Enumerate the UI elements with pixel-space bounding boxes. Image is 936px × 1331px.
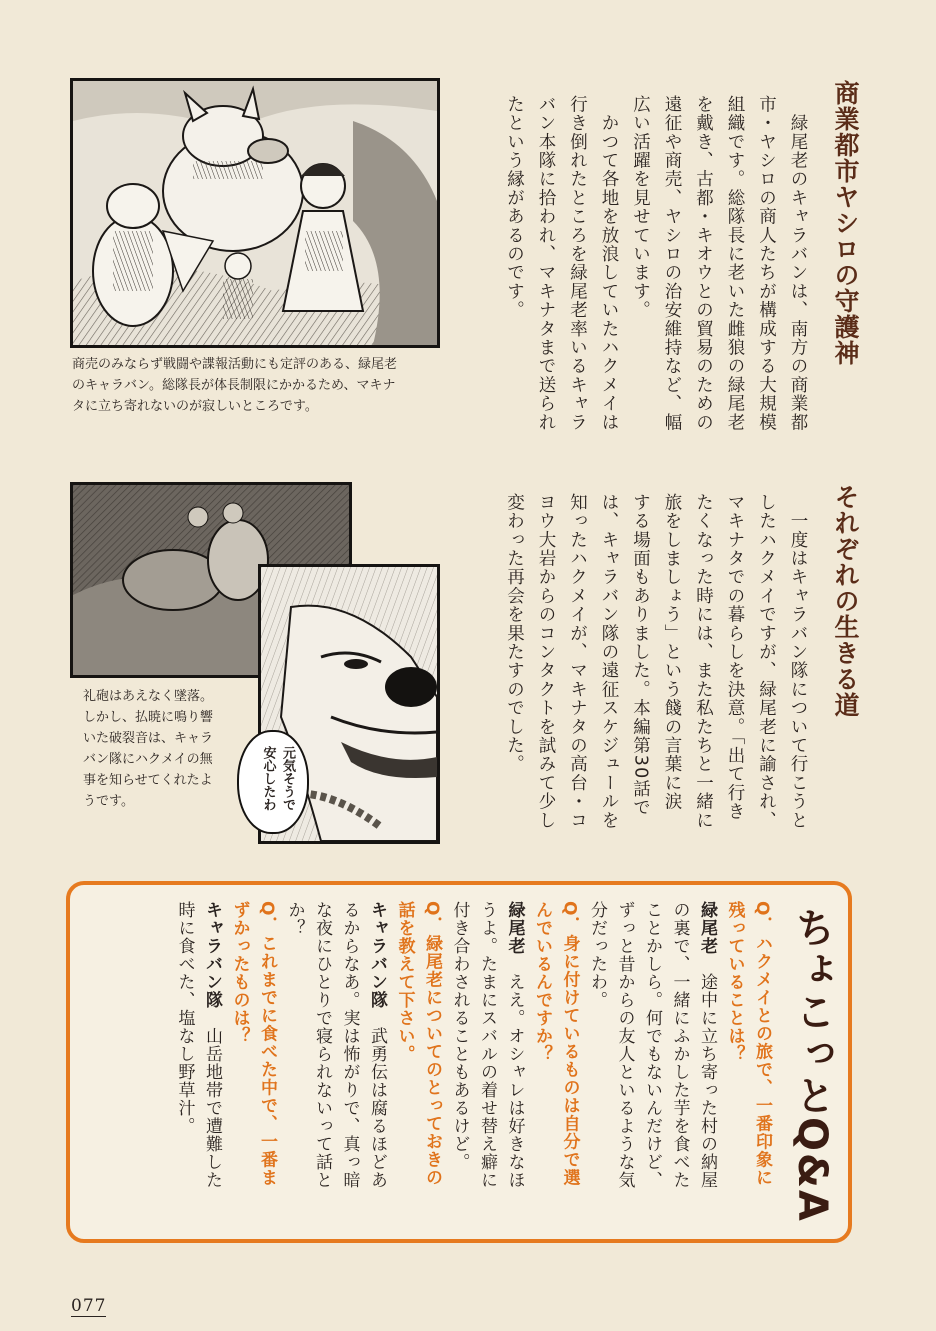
qa-answer-column [506,901,523,1231]
qa-answer-column [588,901,605,1231]
qa-question-column: Q．身に付けているものは自分で選 [559,901,580,1187]
caption-caravan [72,354,442,417]
page-number: 077 [71,1296,107,1316]
caption1-line: 商売のみならず戦闘や諜報活動にも定評のある、緑尾老 [72,357,398,372]
section2-heading: それぞれの生きる道 [831,484,860,718]
caption1-line: のキャラバン。総隊長が体長制限にかかるため、マキナ [72,378,396,393]
bubble-line: 元気そうで [280,746,295,811]
qa-question-column: Q．これまでに食べた中で、一番ま [257,901,277,1187]
section1-body [491,95,806,432]
qa-answer-text: 付き合わされることもあるけど。 [449,901,470,1171]
qa-answer-text: の裏で、一緒にふかした芋を食べた [669,901,690,1189]
qa-speaker: キャラバン隊 [202,901,222,1009]
qa-question-column: ずかったものは？ [229,901,250,1045]
text-column: バン本隊に拾われ、マキナタまで送られ [536,95,556,432]
qa-answer-text: うよ。たまにスバルの着せ替え癖に [477,901,497,1189]
qa-answer-column [313,901,330,1231]
qa-answer-text: ことかしら。何でもないんだけど、 [642,901,662,1189]
caption2-line: いた破裂音は、キャラ [83,731,214,746]
qa-question-column: 話を教えて下さい。 [394,901,415,1063]
qa-answer-text: るからなあ。実は怖がりで、真っ暗 [339,901,360,1189]
text-column: 知ったハクメイが、マキナタの高台・コ [567,493,588,830]
text-column: 組織です。総隊長に老いた雌狼の緑尾老 [725,95,745,432]
text-column: 遠征や商売、ヤシロの治安維持など、幅 [662,95,682,432]
text-column: は、キャラバン隊の遠征スケジュールを [599,493,619,830]
text-column: 緑尾老のキャラバンは、南方の商業都 [788,95,808,432]
qa-answer-text: 山岳地帯で遭難した [202,1009,222,1189]
caption2-line: うです。 [83,794,134,809]
text-column: マキナタでの暮らしを決意。「出て行き [725,493,745,821]
text-column: を戴き、古都・キオウとの貿易のための [693,95,714,432]
text-column: 変わった再会を果たすのでした。 [504,493,525,774]
qa-question-column: んでいるんですか？ [532,901,552,1063]
caravan-illustration [73,81,437,345]
caption2-line: バン隊にハクメイの無 [83,752,213,767]
text-column: 広い活躍を見せています。 [630,95,651,320]
qa-answer-text: 時に食べた、塩なし野草汁。 [174,901,195,1135]
speech-bubble-text [258,746,297,811]
text-column: 旅をしましょう」という餞の言葉に涙 [662,493,682,811]
text-column: ヨウ大岩からのコンタクトを試みて少し [536,493,556,830]
qa-answer-column [286,901,303,1231]
qa-question-column: 残っていることは？ [724,901,745,1063]
qa-answer-column [368,901,385,1231]
caption1-line: タに立ち寄れないのが寂しいところです。 [72,399,318,414]
section1-heading: 商業都市ヤシロの守護神 [831,80,860,366]
qa-answer-text: か？ [284,901,305,937]
qa-question-column: Q．ハクメイとの旅で、一番印象に [752,901,772,1187]
bubble-line: 安心したわ [260,746,276,811]
caption-fall [83,686,263,812]
qa-answer-text: ええ。オシャレは好きなほ [504,955,525,1189]
qa-answer-text: 武勇伝は腐るほどあ [367,1009,387,1189]
caption2-line: 礼砲はあえなく墜落。 [83,689,214,704]
text-column: かつて各地を放浪していたハクメイは [599,95,619,432]
qa-answer-text: な夜にひとりで寝られないって話と [312,901,332,1189]
qa-answer-column [671,901,688,1231]
caption2-line: 事を知らせてくれたよ [83,773,213,788]
qa-answer-column [643,901,660,1231]
qa-answer-text: 途中に立ち寄った村の納屋 [697,955,717,1189]
text-column: たという縁があるのです。 [504,95,525,320]
qa-answer-column [176,901,193,1231]
qa-answer-column [451,901,468,1231]
qa-speaker: キャラバン隊 [367,901,387,1009]
qa-title: ちょこっとQ&A [789,907,835,1223]
qa-answer-text: 分だったわ。 [587,901,607,1009]
caption2-line: しかし、払暁に鳴り響 [83,710,214,725]
manga-panel-caravan [70,78,440,348]
qa-answer-text: ずっと昔からの友人といるような気 [614,901,635,1189]
qa-answer-column [698,901,715,1231]
qa-columns [165,901,770,1231]
text-column: たくなった時には、また私たちと一緒に [693,493,714,830]
qa-answer-column [616,901,633,1231]
text-column: 市・ヤシロの商人たちが構成する大規模 [756,95,777,432]
qa-speaker: 緑尾老 [697,901,717,955]
text-column: したハクメイですが、緑尾老に諭され、 [756,493,777,830]
text-column: する場面もありました。本編第30話で [630,493,651,817]
qa-answer-column [203,901,220,1231]
qa-question-column: Q．緑尾老についてのとっておきの [422,901,442,1187]
qa-answer-column [478,901,495,1231]
text-column: 一度はキャラバン隊について行こうと [788,493,808,830]
qa-speaker: 緑尾老 [504,901,525,955]
qa-box [66,881,852,1243]
section2-body [491,493,806,830]
qa-answer-column [341,901,358,1231]
text-column: 行き倒れたところを緑尾老率いるキャラ [567,95,588,432]
